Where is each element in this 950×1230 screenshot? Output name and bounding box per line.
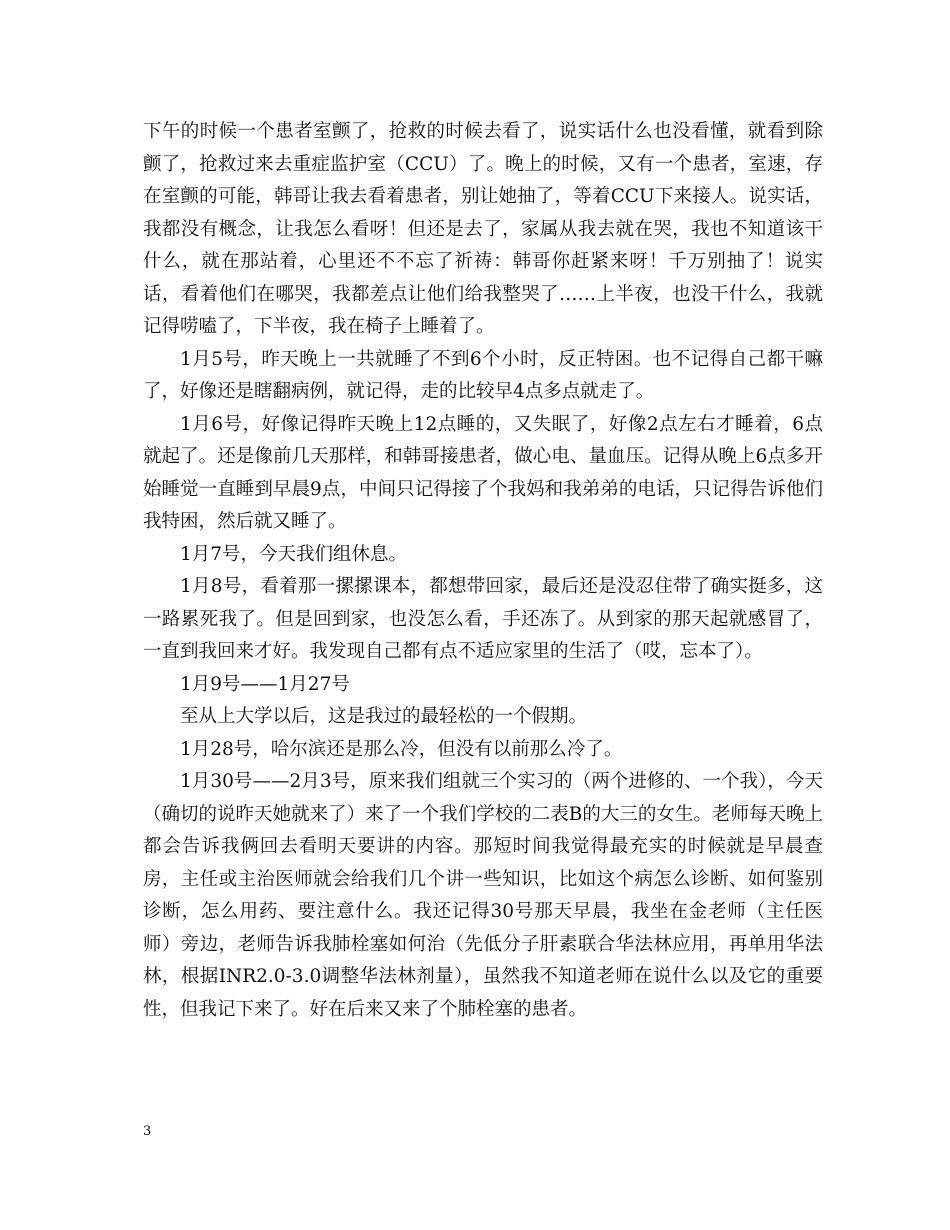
page-number: 3 (143, 1124, 152, 1139)
paragraph-2: 1月5号，昨天晚上一共就睡了不到6个小时，反正特困。也不记得自己都干嘛了，好像还是瞎翻病例，就记得，走的比较早4点多点就走了。 (143, 348, 823, 402)
paragraph-7: 至从上大学以后，这是我过的最轻松的一个假期。 (180, 706, 588, 727)
paragraph-6: 1月9号——1月27号 (180, 673, 350, 695)
paragraph-4: 1月7号，今天我们组休息。 (180, 543, 408, 565)
paragraph-5: 1月8号，看着那一摞摞课本，都想带回家，最后还是没忍住带了确实挺多，这一路累死我了。但是回到家，也没怎么看，手还冻了。从到家的那天起就感冒了，一直到我回来才好。我发现自己都有点不适应家里的生活了（哎，忘本了）。 (143, 576, 823, 662)
paragraph-8: 1月28号，哈尔滨还是那么冷，但没有以前那么冷了。 (180, 738, 623, 760)
paragraph-1: 下午的时候一个患者室颤了，抢救的时候去看了，说实话什么也没看懂，就看到除颤了，抢救过来去重症监护室（CCU）了。晚上的时候，又有一个患者，室速，存在室颤的可能，韩哥让我去看着患者，别让她抽了，等着CCU下来接人。说实话，我都没有概念，让我怎么看呀！但还是去了，家属从我去就在哭，我也不知道该干什么，就在那站着，心里还不不忘了祈祷：韩哥你赶紧来呀！千万别抽了！说实话，看着他们在哪哭，我都差点让他们给我整哭了……上半夜，也没干什么，我就记得唠嗑了，下半夜，我在椅子上睡着了。 (143, 121, 823, 337)
paragraph-3: 1月6号，好像记得昨天晚上12点睡的，又失眠了，好像2点左右才睡着，6点就起了。还是像前几天那样，和韩哥接患者，做心电、量血压。记得从晚上6点多开始睡觉一直睡到早晨9点，中间只记得接了个我妈和我弟弟的电话，只记得告诉他们我特困，然后就又睡了。 (143, 413, 823, 532)
document-body (143, 116, 823, 1026)
paragraph-9: 1月30号——2月3号，原来我们组就三个实习的（两个进修的、一个我），今天（确切的说昨天她就来了）来了一个我们学校的二表B的大三的女生。老师每天晚上都会告诉我俩回去看明天要讲的内容。那短时间我觉得最充实的时候就是早晨查房，主任或主治医师就会给我们几个讲一些知识，比如这个病怎么诊断、如何鉴别诊断，怎么用药、要注意什么。我还记得30号那天早晨，我坐在金老师（主任医师）旁边，老师告诉我肺栓塞如何治（先低分子肝素联合华法林应用，再单用华法林，根据INR2.0-3.0调整华法林剂量），虽然我不知道老师在说什么以及它的重要性，但我记下来了。好在后来又来了个肺栓塞的患者。 (143, 771, 823, 1020)
